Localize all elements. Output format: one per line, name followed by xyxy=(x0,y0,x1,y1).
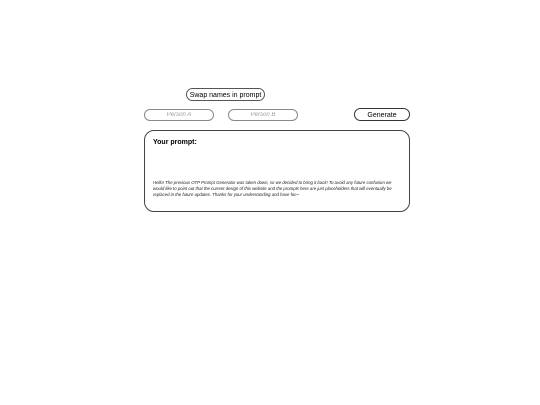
person-a-input[interactable] xyxy=(144,109,214,121)
prompt-output-box xyxy=(144,130,410,212)
person-b-input[interactable] xyxy=(228,109,298,121)
generate-button[interactable]: Generate xyxy=(354,108,410,121)
prompt-heading: Your prompt: xyxy=(153,139,197,146)
swap-names-button[interactable]: Swap names in prompt xyxy=(186,88,265,101)
prompt-text: Hello! The previous OTP Prompt Generator was taken down, so we decided to bring it back! To avoid any future confusion we would like to point out that the current design of this website and the prompts here are just placeholders that will eventually be replaced in the future updates. Thanks for your understanding and have fun~ xyxy=(153,180,392,197)
